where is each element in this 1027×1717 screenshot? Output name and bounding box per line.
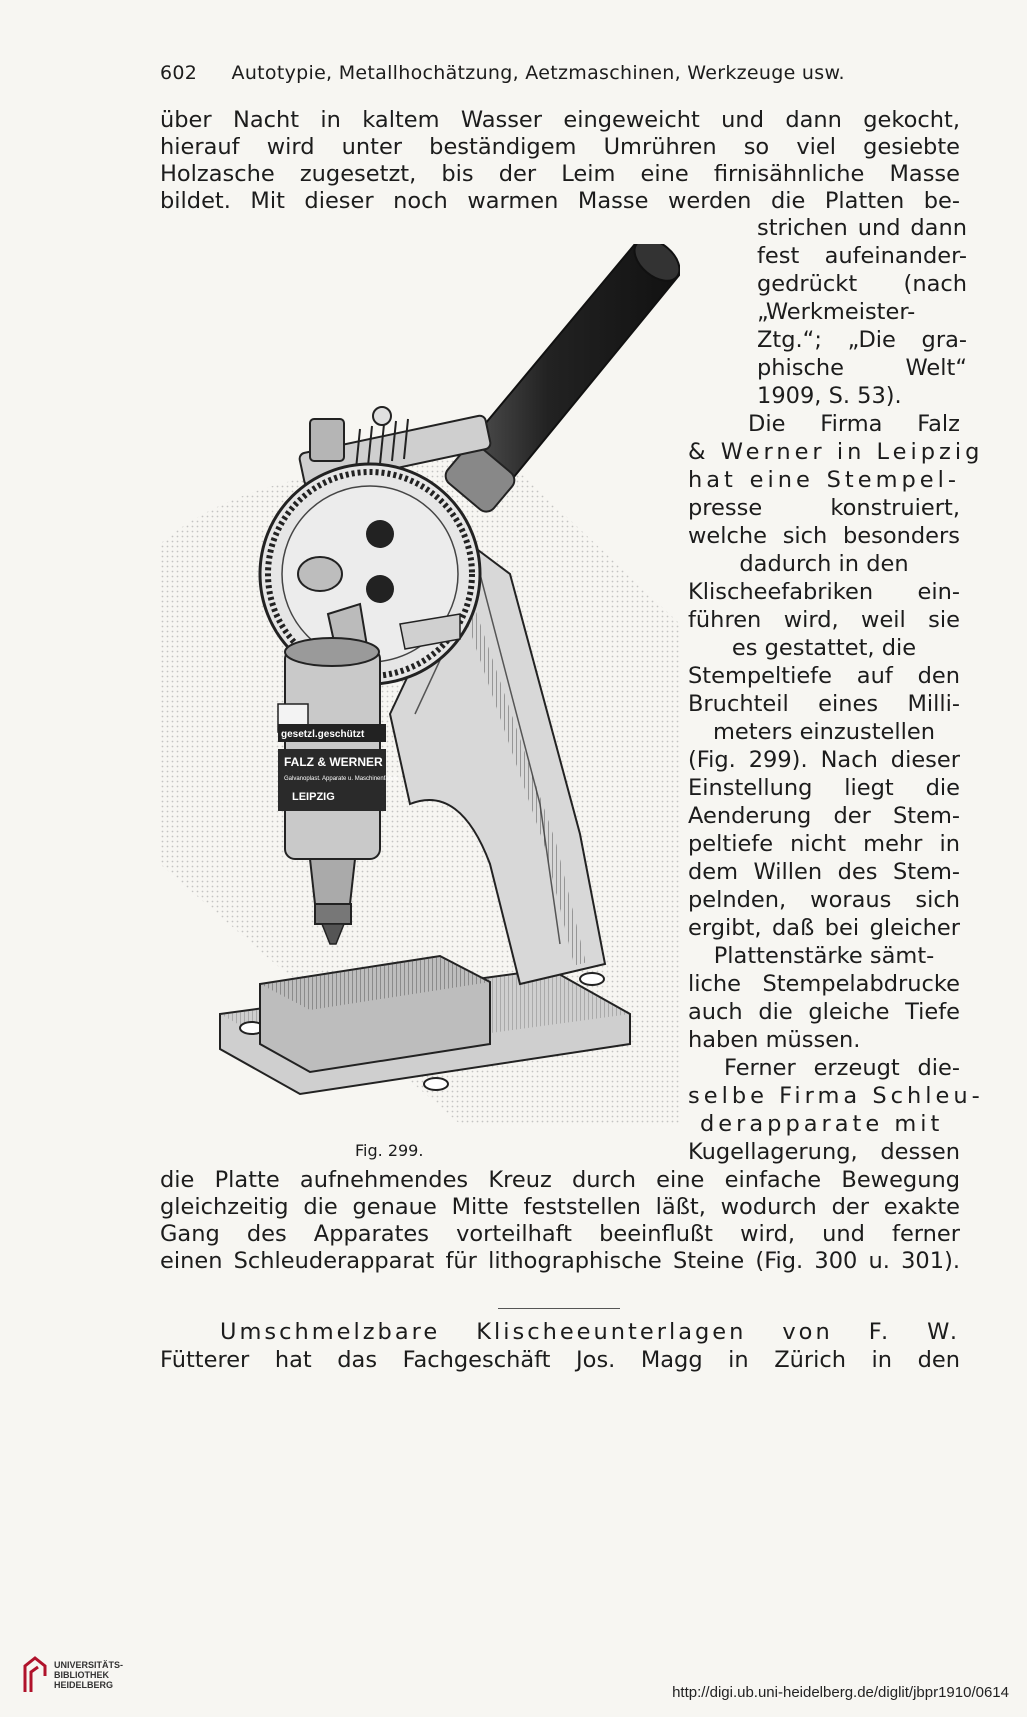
library-name-line-3: HEIDELBERG <box>54 1680 114 1690</box>
source-url[interactable]: http://digi.ub.uni-heidelberg.de/diglit/jbpr1910/0614 <box>672 1684 1009 1701</box>
text-line: Umschmelzbare Klischeeunterlagen von F. W. <box>220 1319 960 1345</box>
text-line: Einstellung liegt die <box>688 775 960 801</box>
text-line: derapparate mit <box>700 1111 944 1137</box>
text-line: über Nacht in kaltem Wasser eingeweicht und dann gekocht, <box>160 107 960 133</box>
stamping-press-illustration <box>160 244 680 1144</box>
text-line: Bruchteil eines Milli- <box>688 691 960 717</box>
text-line: liche Stempelabdrucke <box>688 971 960 997</box>
figure-caption: Fig. 299. <box>355 1141 424 1160</box>
running-header <box>160 62 890 84</box>
text-line: hat eine Stempel- <box>688 467 960 493</box>
text-line: Stempeltiefe auf den <box>688 663 960 689</box>
text-line: haben müssen. <box>688 1027 861 1053</box>
press-plate-text-2: FALZ & WERNER <box>284 755 383 769</box>
text-line: dadurch in den <box>739 551 909 577</box>
text-line: pelnden, woraus sich <box>688 887 960 913</box>
text-line: führen wird, weil sie <box>688 607 960 633</box>
page-number: 602 <box>160 62 198 84</box>
section-rule <box>498 1308 620 1309</box>
text-line: ergibt, daß bei gleicher <box>688 915 960 941</box>
text-line: Kugellagerung, dessen <box>688 1139 960 1165</box>
text-line: (Fig. 299). Nach dieser <box>688 747 960 773</box>
text-line: Aenderung der Stem- <box>688 803 960 829</box>
text-line: auch die gleiche Tiefe <box>688 999 960 1025</box>
text-line: Fütterer hat das Fachgeschäft Jos. Magg in Zürich in den <box>160 1347 960 1373</box>
library-name-line-2: BIBLIOTHEK <box>54 1670 109 1680</box>
text-line: phische Welt“ <box>757 355 967 381</box>
text-line: Ferner erzeugt die- <box>724 1055 960 1081</box>
text-line: gedrückt (nach <box>757 271 967 297</box>
running-title: Autotypie, Metallhochätzung, Aetzmaschinen, Werkzeuge usw. <box>231 62 845 84</box>
press-plate-text-1: gesetzl.geschützt <box>281 729 365 740</box>
text-line: hierauf wird unter beständigem Umrühren so viel gesiebte <box>160 134 960 160</box>
text-line: Plattenstärke sämt- <box>713 943 935 969</box>
text-line: Klischeefabriken ein- <box>688 579 960 605</box>
library-name-line-1: UNIVERSITÄTS- <box>54 1660 124 1670</box>
text-line: selbe Firma Schleu- <box>688 1083 984 1109</box>
text-line: dem Willen des Stem- <box>688 859 960 885</box>
text-line: 1909, S. 53). <box>757 383 902 409</box>
text-line: peltiefe nicht mehr in <box>688 831 960 857</box>
press-plate-text-3: Galvanoplast. Apparate u. Maschinenfabrik <box>284 776 399 782</box>
text-line: fest aufeinander- <box>757 243 967 269</box>
text-line: Holzasche zugesetzt, bis der Leim eine firnisähnliche Masse <box>160 161 960 187</box>
library-emblem-icon <box>22 1656 48 1694</box>
text-line: es gestattet, die <box>731 635 917 661</box>
text-line: Ztg.“; „Die gra- <box>757 327 967 353</box>
text-line: Die Firma Falz <box>748 411 960 437</box>
text-line: presse konstruiert, <box>688 495 960 521</box>
press-plate-text-4: LEIPZIG <box>292 791 335 803</box>
text-line: „Werkmeister- <box>757 299 916 325</box>
text-line: Gang des Apparates vorteilhaft beeinflußt wird, und ferner <box>160 1221 960 1247</box>
text-line: welche sich besonders <box>688 523 960 549</box>
text-line: strichen und dann <box>757 215 967 241</box>
library-logo <box>22 1656 123 1694</box>
text-line: gleichzeitig die genaue Mitte feststellen läßt, wodurch der exakte <box>160 1194 960 1220</box>
text-line: bildet. Mit dieser noch warmen Masse werden die Platten be- <box>160 188 960 214</box>
text-line: die Platte aufnehmendes Kreuz durch eine einfache Bewegung <box>160 1167 960 1193</box>
text-line: & Werner in Leipzig <box>688 439 984 465</box>
text-line: meters einzustellen <box>713 719 935 745</box>
text-line: einen Schleuderapparat für lithographische Steine (Fig. 300 u. 301). <box>160 1248 960 1274</box>
